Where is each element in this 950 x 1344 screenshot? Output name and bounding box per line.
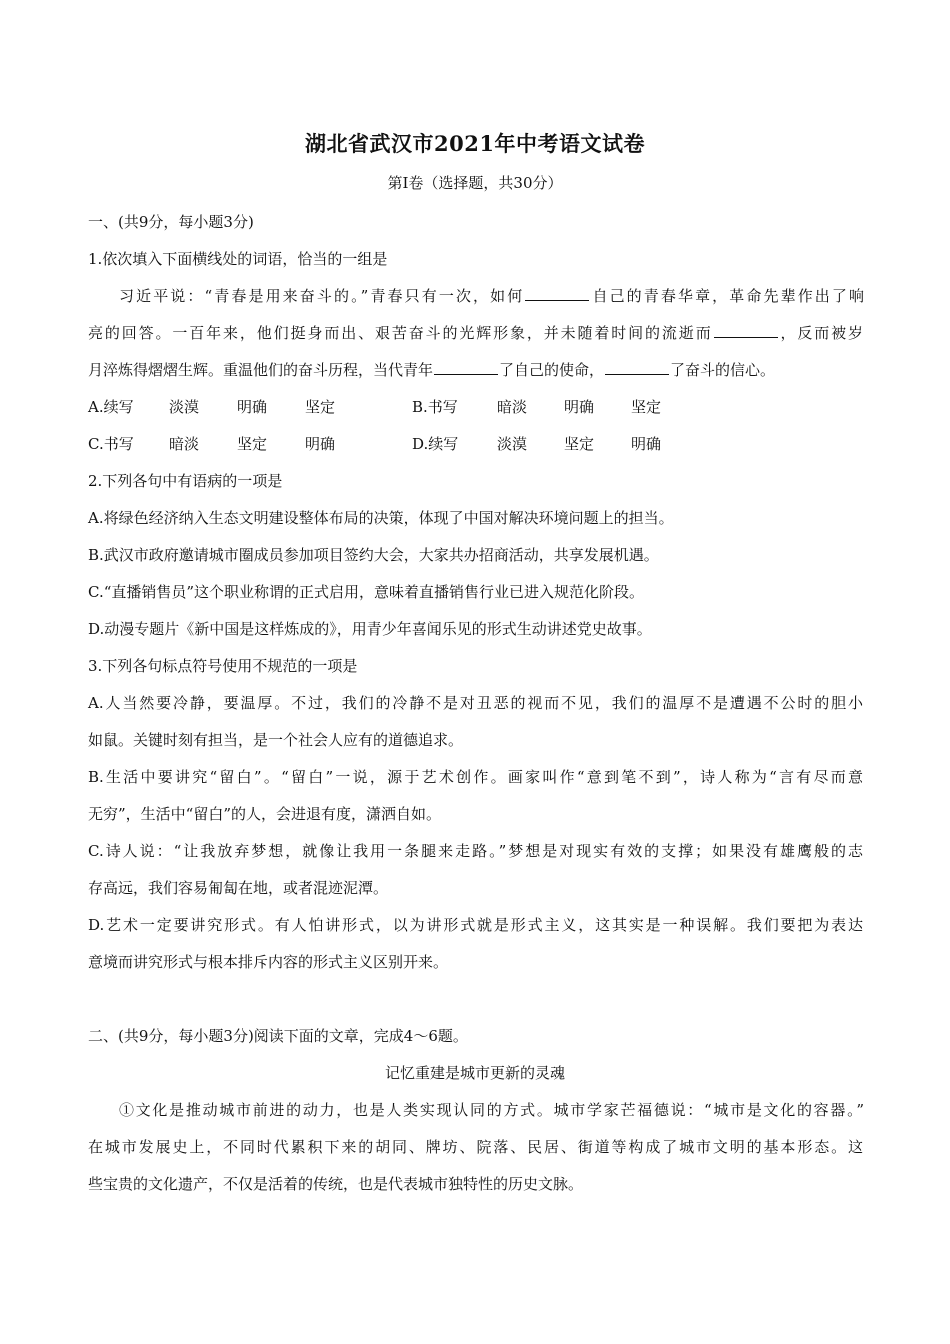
section1-heading: 一、(共9分，每小题3分) [88,213,254,231]
option-word: D.续写 [412,435,459,453]
q3-option-a-line-2: 如鼠。关键时刻有担当，是一个社会人应有的道德追求。 [88,731,464,749]
option-word: 明确 [237,398,268,416]
q1-stem: 1.依次填入下面横线处的词语，恰当的一组是 [88,250,388,268]
option-word: 明确 [631,435,662,453]
answer-blank [605,360,669,375]
option-word: 坚定 [305,398,336,416]
q1-passage-text: 亮的回答。一百年来，他们挺身而出、艰苦奋斗的光辉形象，并未随着时间的流逝而 [88,324,713,342]
q2-option-a: A.将绿色经济纳入生态文明建设整体布局的决策，体现了中国对解决环境问题上的担当。 [88,509,674,527]
option-word: 明确 [564,398,595,416]
article-paragraph-line: ①文化是推动城市前进的动力，也是人类实现认同的方式。城市学家芒福德说：“城市是文化的容器。” [119,1101,864,1119]
q3-option-d-line-1: D.艺术一定要讲究形式。有人怕讲形式，以为讲形式就是形式主义，这其实是一种误解。我们要把为表达 [88,916,863,934]
answer-blank [434,360,498,375]
q1-passage-text: 了自己的使命， [499,361,605,379]
option-word: A.续写 [88,398,134,416]
q1-passage-line-3 [88,360,863,380]
q1-passage-text: 月淬炼得熠熠生辉。重温他们的奋斗历程，当代青年 [88,361,434,379]
option-word: 淡漠 [169,398,200,416]
q3-option-a-line-1: A.人当然要冷静，要温厚。不过，我们的冷静不是对丑恶的视而不见，我们的温厚不是遭遇不公时的胆小 [88,694,863,712]
answer-blank [525,286,589,301]
option-word: 坚定 [564,435,595,453]
option-word: 淡漠 [497,435,528,453]
exam-title: 湖北省武汉市2021年中考语文试卷 [305,131,645,156]
q3-option-d-line-2: 意境而讲究形式与根本排斥内容的形式主义区别开来。 [88,953,449,971]
option-word: 坚定 [237,435,268,453]
q2-option-b: B.武汉市政府邀请城市圈成员参加项目签约大会，大家共办招商活动，共享发展机遇。 [88,546,659,564]
option-word: 暗淡 [497,398,528,416]
q1-passage-line-2 [88,323,863,343]
exam-subtitle: 第Ⅰ卷（选择题，共30分） [387,174,563,192]
q1-passage-text: 了奋斗的信心。 [670,361,776,379]
q2-stem: 2.下列各句中有语病的一项是 [88,472,283,490]
q1-passage-text: ，反而被岁 [778,324,863,342]
q3-option-c-line-2: 存高远，我们容易匍匐在地，或者混迹泥潭。 [88,879,389,897]
option-word: 明确 [305,435,336,453]
q1-passage-line-1 [119,286,864,306]
option-word: C.书写 [88,435,134,453]
q3-option-b-line-1: B.生活中要讲究“留白”。“留白”一说，源于艺术创作。画家叫作“意到笔不到”，诗人称为“言有尽而意 [88,768,863,786]
section2-heading: 二、(共9分，每小题3分)阅读下面的文章，完成4～6题。 [88,1027,468,1045]
q2-option-d: D.动漫专题片《新中国是这样炼成的》，用青少年喜闻乐见的形式生动讲述党史故事。 [88,620,652,638]
q2-option-c: C.“直播销售员”这个职业称谓的正式启用，意味着直播销售行业已进入规范化阶段。 [88,583,645,601]
option-word: 坚定 [631,398,662,416]
q3-stem: 3.下列各句标点符号使用不规范的一项是 [88,657,358,675]
article-title: 记忆重建是城市更新的灵魂 [384,1064,565,1082]
option-word: B.书写 [412,398,458,416]
article-paragraph-line: 些宝贵的文化遗产，不仅是活着的传统，也是代表城市独特性的历史文脉。 [88,1175,584,1193]
option-word: 暗淡 [169,435,200,453]
q3-option-c-line-1: C.诗人说：“让我放弃梦想，就像让我用一条腿来走路。”梦想是对现实有效的支撑；如果没有雄鹰般的志 [88,842,863,860]
answer-blank [714,323,778,338]
q3-option-b-line-2: 无穷”，生活中“留白”的人，会进退有度，潇洒自如。 [88,805,442,823]
q1-passage-text: 习近平说：“青春是用来奋斗的。”青春只有一次，如何 [119,287,525,305]
q1-passage-text: 自己的青春华章，革命先辈作出了响 [590,287,864,305]
article-paragraph-line: 在城市发展史上，不同时代累积下来的胡同、牌坊、院落、民居、街道等构成了城市文明的基本形态。这 [88,1138,863,1156]
